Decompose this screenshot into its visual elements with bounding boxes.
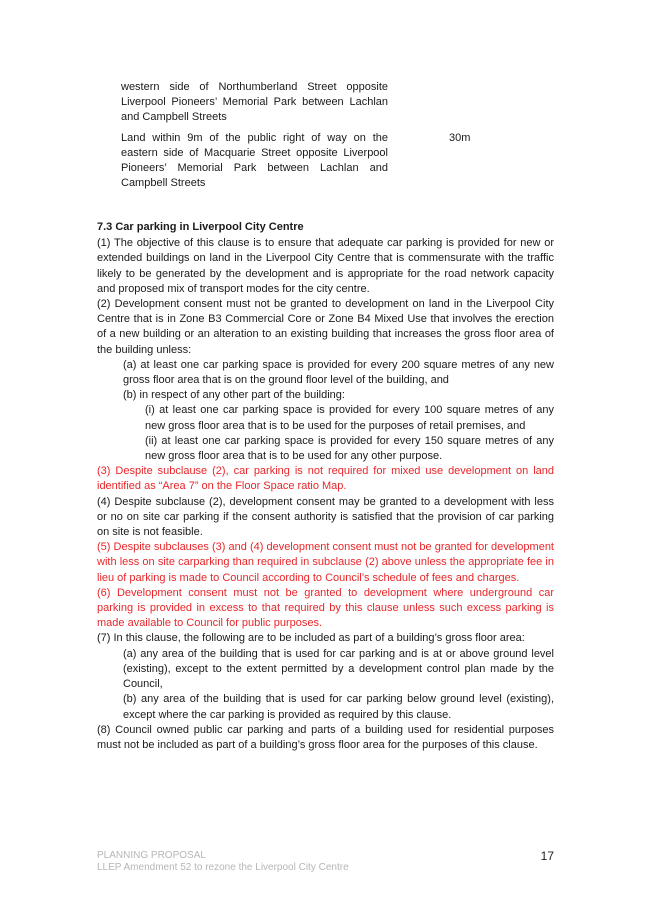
subclause-6-amendment: (6) Development consent must not be granted to development where underground car parking is provided in excess to that required by this clause unless such excess parking is made available to Council for public purposes. <box>97 586 554 630</box>
height-table-fragment <box>121 80 541 197</box>
paragraph-2a: (a) at least one car parking space is provided for every 200 square metres of any new gross floor area that is on the ground floor level of the building, and <box>123 358 554 387</box>
clause-7-3 <box>97 220 554 753</box>
table-cell-location: western side of Northumberland Street opposite Liverpool Pioneers’ Memorial Park between Lachlan and Campbell Streets <box>121 81 388 123</box>
page-number: 17 <box>540 849 554 863</box>
paragraph-7a: (a) any area of the building that is used for car parking and is at or above ground level (existing), except to the extent permitted by a development control plan made by the Council, <box>123 647 554 691</box>
subclause-4: (4) Despite subclause (2), development consent may be granted to a development with less or no on site car parking if the consent authority is satisfied that the provision of car parking on site is not feasible. <box>97 495 554 539</box>
footer-document-type: PLANNING PROPOSAL <box>97 850 206 861</box>
table-row <box>121 80 541 125</box>
paragraph-2b: (b) in respect of any other part of the building: <box>123 389 345 402</box>
table-cell-location: Land within 9m of the public right of way on the eastern side of Macquarie Street opposite Liverpool Pioneers’ Memorial Park between Lachlan and Campbell Streets <box>121 132 388 189</box>
subclause-8: (8) Council owned public car parking and parts of a building used for residential purposes must not be included as part of a building’s gross floor area for the purposes of this clause. <box>97 723 554 751</box>
table-cell-height: 30m <box>449 132 471 144</box>
page-footer <box>97 850 554 874</box>
subclause-5-amendment: (5) Despite subclauses (3) and (4) development consent must not be granted for development with less on site carparking than required in subclause (2) above unless the appropriate fee in lieu of parking is made to Council according to Council’s schedule of fees and charges. <box>97 541 554 584</box>
table-row <box>121 131 541 191</box>
subparagraph-2b-i: (i) at least one car parking space is provided for every 100 square metres of any new gross floor area that is to be used for the purposes of retail premises, and <box>145 404 554 432</box>
section-heading: 7.3 Car parking in Liverpool City Centre <box>97 221 304 233</box>
paragraph-7b: (b) any area of the building that is used for car parking below ground level (existing), except where the car parking is provided as required by this clause. <box>123 693 554 721</box>
subclause-2: (2) Development consent must not be granted to development on land in the Liverpool City Centre that is in Zone B3 Commercial Core or Zone B4 Mixed Use that involves the erection of a new building or an alteration to an existing building that increases the gross floor area of the building unless: <box>97 298 554 356</box>
subclause-7: (7) In this clause, the following are to be included as part of a building’s gross floor area: <box>97 632 525 645</box>
subclause-3-amendment: (3) Despite subclause (2), car parking is not required for mixed use development on land identified as “Area 7” on the Floor Space ratio Map. <box>97 465 554 493</box>
footer-document-title: LLEP Amendment 52 to rezone the Liverpool City Centre <box>97 862 349 873</box>
subclause-1: (1) The objective of this clause is to ensure that adequate car parking is provided for new or extended buildings on land in the Liverpool City Centre that is commensurate with the traffic likely to be generated by the development and is appropriate for the road network capacity and proposed mix of transport modes for the city centre. <box>97 237 554 295</box>
subparagraph-2b-ii: (ii) at least one car parking space is provided for every 150 square metres of any new gross floor area that is to be used for any other purpose. <box>145 434 554 463</box>
